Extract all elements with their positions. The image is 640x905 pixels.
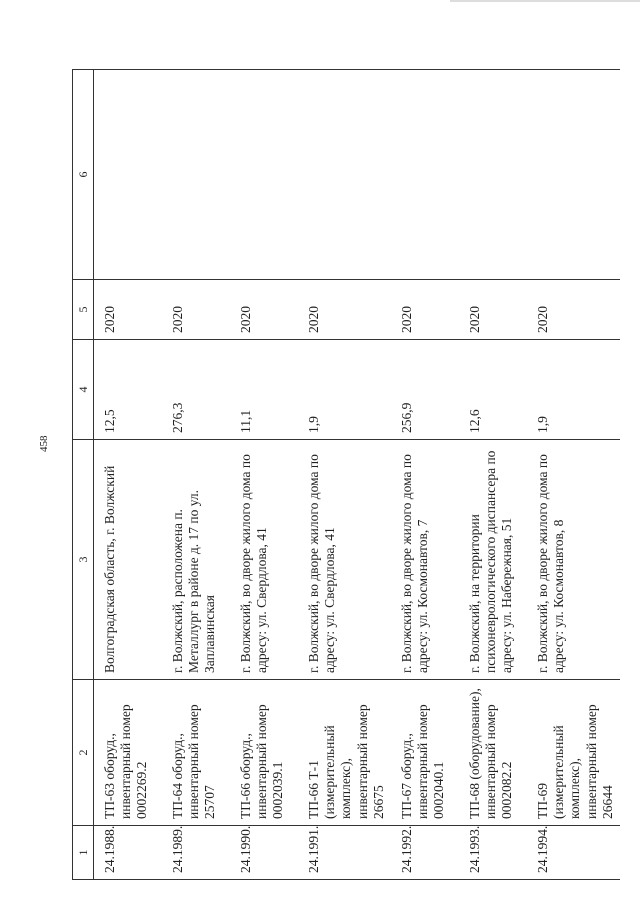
object-address: г. Волжский, во дворе жилого дома по адресу: ул. Свердлова, 41	[298, 440, 391, 680]
object-name: ТП-66 Т-1 (измерительный комплекс), инвентарный номер 26675	[298, 680, 391, 826]
column-header: 6	[73, 70, 94, 280]
object-area: 276,3	[162, 340, 230, 440]
object-area: 12,6	[459, 340, 527, 440]
object-note	[162, 70, 230, 280]
object-note	[391, 70, 459, 280]
object-name: ТП-69 (измерительный комплекс), инвентарный номер 26644	[527, 680, 620, 826]
object-name: ТП-64 оборуд., инвентарный номер 25707	[162, 680, 230, 826]
row-number: 24.1989.	[162, 826, 230, 880]
table-row	[230, 70, 298, 880]
object-note	[459, 70, 527, 280]
object-year: 2020	[391, 280, 459, 340]
column-header: 3	[73, 440, 94, 680]
object-note	[230, 70, 298, 280]
object-note	[527, 70, 620, 280]
column-header: 2	[73, 680, 94, 826]
object-address: г. Волжский, во дворе жилого дома по адресу: ул. Свердлова, 41	[230, 440, 298, 680]
column-header: 4	[73, 340, 94, 440]
object-area: 12,5	[94, 340, 163, 440]
object-address: г. Волжский, на территории психоневрологического диспансера по адресу: ул. Набережная, 51	[459, 440, 527, 680]
table-row	[94, 70, 163, 880]
object-year: 2020	[230, 280, 298, 340]
row-number: 24.1993.	[459, 826, 527, 880]
object-note	[94, 70, 163, 280]
object-address: г. Волжский, во дворе жилого дома по адресу: ул. Космонавтов, 7	[391, 440, 459, 680]
object-area: 256,9	[391, 340, 459, 440]
page-number: 458	[38, 435, 50, 452]
object-address: Волгоградская область, г. Волжский	[94, 440, 163, 680]
object-area: 1,9	[527, 340, 620, 440]
object-note	[298, 70, 391, 280]
row-number: 24.1988.	[94, 826, 163, 880]
object-year: 2020	[459, 280, 527, 340]
object-year: 2020	[162, 280, 230, 340]
object-area: 11,1	[230, 340, 298, 440]
object-year: 2020	[298, 280, 391, 340]
column-header: 5	[73, 280, 94, 340]
row-number: 24.1992.	[391, 826, 459, 880]
top-edge-rule	[450, 0, 640, 2]
object-name: ТП-68 (оборудование), инвентарный номер 0002082.2	[459, 680, 527, 826]
object-name: ТП-66 оборуд., инвентарный номер 0002039.1	[230, 680, 298, 826]
row-number: 24.1990.	[230, 826, 298, 880]
object-name: ТП-67 оборуд., инвентарный номер 0002040.1	[391, 680, 459, 826]
object-name: ТП-63 оборуд., инвентарный номер 0002269.2	[94, 680, 163, 826]
object-area: 1,9	[298, 340, 391, 440]
object-address: г. Волжский, во дворе жилого дома по адресу: ул. Космонавтов, 8	[527, 440, 620, 680]
rotated-table-container	[72, 70, 632, 880]
table-row	[527, 70, 620, 880]
object-year: 2020	[94, 280, 163, 340]
property-registry-table	[72, 69, 620, 880]
table-row	[459, 70, 527, 880]
table-row	[391, 70, 459, 880]
object-year: 2020	[527, 280, 620, 340]
row-number: 24.1994.	[527, 826, 620, 880]
row-number: 24.1991.	[298, 826, 391, 880]
object-address: г. Волжский, расположена п. Металлург в районе д. 17 по ул. Заплавинская	[162, 440, 230, 680]
column-number-header-row	[73, 70, 94, 880]
column-header: 1	[73, 826, 94, 880]
table-row	[162, 70, 230, 880]
table-row	[298, 70, 391, 880]
